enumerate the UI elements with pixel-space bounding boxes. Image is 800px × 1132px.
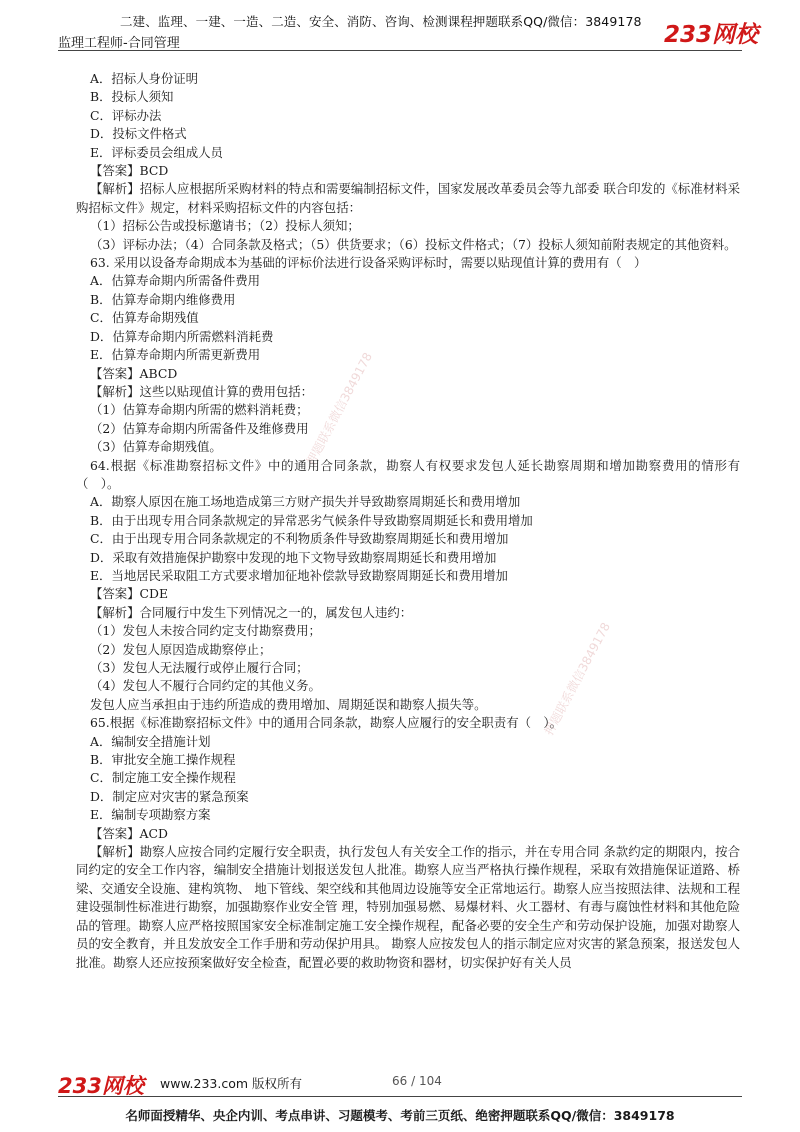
explanation-line: （1）发包人未按合同约定支付勘察费用； (90, 623, 321, 639)
answer-line: 【答案】ABCD (90, 365, 178, 381)
option-line: E．当地居民采取阻工方式要求增加征地补偿款导致勘察周期延长和费用增加 (90, 567, 508, 583)
explanation-line: （3）发包人无法履行或停止履行合同； (90, 660, 309, 675)
document-body (76, 70, 740, 972)
explanation-line: 【解析】合同履行中发生下列情况之一的，属发包人违约： (90, 604, 413, 620)
footer-divider (58, 1096, 742, 1097)
option-line: D．投标文件格式 (90, 126, 187, 142)
option-line: C．由于出现专用合同条款规定的不利物质条件导致勘察周期延长和费用增加 (90, 531, 509, 547)
explanation-line: （4）发包人不履行合同约定的其他义务。 (90, 678, 321, 694)
option-line: B．估算寿命期内维修费用 (90, 291, 236, 307)
option-line: A．招标人身份证明 (90, 71, 199, 86)
footer-promo-text: 名师面授精华、央企内训、考点串讲、习题模考、考前三页纸、绝密押题联系QQ/微信：3849178 (125, 1108, 675, 1123)
answer-line: 【答案】CDE (90, 586, 169, 602)
watermark: 押题联系微信3849178 (541, 620, 614, 738)
page-header (0, 0, 800, 52)
option-line: C．制定施工安全操作规程 (90, 770, 236, 786)
option-line: B．由于出现专用合同条款规定的异常恶劣气候条件导致勘察周期延长和费用增加 (90, 512, 533, 528)
explanation-line: （1）招标公告或投标邀请书；（2）投标人须知； (90, 218, 360, 234)
question-stem: 65.根据《标准勘察招标文件》中的通用合同条款，勘察人应履行的安全职责有（ ）。 (90, 715, 562, 731)
option-line: A．勘察人原因在施工场地造成第三方财产损失并导致勘察周期延长和费用增加 (90, 494, 521, 510)
option-line: E．评标委员会组成人员 (90, 144, 223, 160)
header-divider (58, 50, 742, 51)
option-line: B．审批安全施工操作规程 (90, 752, 236, 768)
explanation-line: （2）发包人原因造成勘察停止； (90, 641, 272, 657)
option-line: C．评标办法 (90, 107, 162, 123)
explanation-paragraph: （3）评标办法；（4）合同条款及格式；（5）供货要求；（6）投标文件格式；（7）投标人须知前附表规定的其他资料。 (90, 236, 737, 252)
option-line: D．采取有效措施保护勘察中发现的地下文物导致勘察周期延长和费用增加 (90, 549, 497, 565)
explanation-paragraph: 【解析】勘察人应按合同约定履行安全职责，执行发包人有关安全工作的指示，并在专用合同 条款约定的期限内，按合同约定的安全工作内容，编制安全措施计划报送发包人批准。勘察人应当严格执行操作规程，采取有效措施保证道路、桥梁、交通安全设施、建构筑物、 地下管线、架空线和其他周边设施等安全正常地运行。勘察人应当按照法律、法规和工程建设强制性标准进行勘察，加强勘察作业安全管 理，特别加强易燃、易爆材料、火工器材、有毒与腐蚀性材料和其他危险品的管理。勘察人应严格按照国家安全标准制定施工安全操作规程，配备必要的安全生产和劳动保护设施，加强对勘察人员的安全教育，并且发放安全工作手册和劳动保护用具。 勘察人应按发包人的指示制定应对灾害的紧急预案，报送发包人批准。勘察人还应按预案做好安全检查，配置必要的救助物资和器材，切实保护好有关人员 (76, 844, 740, 970)
brand-logo: 233网校 (663, 22, 758, 48)
explanation-line: （2）估算寿命期内所需备件及维修费用 (90, 420, 309, 436)
question-stem: 63. 采用以设备寿命期成本为基础的评标价法进行设备采购评标时，需要以贴现值计算的费用有（ ） (90, 255, 647, 271)
explanation-line: 【解析】这些以贴现值计算的费用包括： (90, 383, 314, 399)
explanation-line: （1）估算寿命期内所需的燃料消耗费； (90, 402, 309, 418)
option-line: A．估算寿命期内所需备件费用 (90, 273, 261, 289)
explanation-line: （3）估算寿命期残值。 (90, 439, 222, 455)
explanation-line: 发包人应当承担由于违约所造成的费用增加、周期延误和勘察人损失等。 (90, 696, 487, 712)
option-line: E．估算寿命期内所需更新费用 (90, 347, 261, 363)
answer-line: 【答案】BCD (90, 163, 169, 179)
copyright-text: www.233.com 版权所有 (160, 1076, 302, 1091)
option-line: C．估算寿命期残值 (90, 310, 199, 326)
watermark: 押题联系微信3849178 (303, 350, 376, 468)
explanation-paragraph: 【解析】招标人应根据所采购材料的特点和需要编制招标文件，国家发展改革委员会等九部委 联合印发的《标准材料采购招标文件》规定，材料采购招标文件的内容包括： (76, 181, 740, 215)
option-line: D．估算寿命期内所需燃料消耗费 (90, 328, 274, 344)
brand-logo: 233网校 (58, 1074, 144, 1098)
option-line: B．投标人须知 (90, 89, 174, 105)
page-footer (0, 1062, 800, 1132)
question-stem: 64.根据《标准勘察招标文件》中的通用合同条款，勘察人有权要求发包人延长勘察周期和增加勘察费用的情形有（ ）。 (76, 457, 740, 491)
option-line: D．制定应对灾害的紧急预案 (90, 788, 249, 804)
option-line: E．编制专项勘察方案 (90, 807, 211, 823)
subject-title: 监理工程师-合同管理 (58, 36, 180, 51)
option-line: A．编制安全措施计划 (90, 733, 211, 749)
page-number: 66 / 104 (392, 1074, 442, 1088)
answer-line: 【答案】ACD (90, 825, 168, 841)
header-promo-text: 二建、监理、一建、一造、二造、安全、消防、咨询、检测课程押题联系QQ/微信：3849178 (120, 14, 642, 29)
